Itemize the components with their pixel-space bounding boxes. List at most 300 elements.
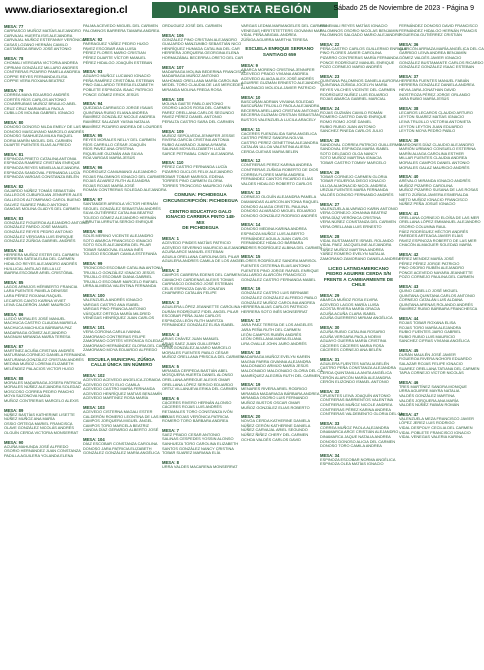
member-name: SANCHEZ PINEDA CARLOS JULIO	[320, 128, 384, 134]
member-name: ZAMORANO ZAMORANO DANIELA ANDREA	[320, 255, 401, 261]
member-name: DÍAZ ESCOBAR CONSTANZA CAROLINA	[83, 441, 158, 446]
member-name: ZAMORANO MOYA EDUARDO ALFREDO	[83, 347, 158, 353]
member-name: MORALES FUENTES PABLO CÉSAR	[162, 349, 229, 355]
mesa-title: MESA: 79	[4, 87, 24, 93]
mesa-title: MESA: 41	[399, 210, 419, 216]
member-name: PÉREZ CASTRO FERNANDA LUCÍA	[162, 164, 228, 170]
site-url[interactable]: www.diariosextaregion.cl	[5, 5, 128, 16]
mesa-title: MESA: 28	[320, 233, 340, 239]
member-name: QUINTANA QUINTANA CARLOS ANTONIO	[399, 292, 475, 298]
member-name: ROJAS ROJAS VERÓNICA PATRICIA	[162, 413, 229, 419]
mesa-title: MESA: 85	[4, 279, 24, 285]
member-name: SALINAS CESPEDES YOSSIN ALONSO	[162, 436, 234, 442]
member-name: ACEVEDO CASTRO MARÍA FERNANDA	[83, 386, 155, 392]
member-name: PARRAGUEZ YÁÑEZ PEDRO HUGO	[83, 41, 149, 47]
member-name: CIFUENTES LEIVA JOAQUÍN ANTONIO	[320, 392, 391, 398]
member-name: VIDAL DESPOUY CECILIA DEL CARMEN	[399, 425, 473, 430]
member-name: ORELLANA LÓPEZ SERGIO EDUARDO	[162, 381, 234, 387]
member-name: FERNÁNDEZ GONZÁLEZ ELISA ISABEL	[162, 322, 235, 328]
member-name: GONZÁLEZ PARDO JOSÉ MANUEL	[4, 224, 69, 230]
mesa-block	[83, 197, 160, 225]
mesa-block	[399, 41, 484, 70]
member-name: NÚÑEZ CARVAJAL ARIEL SEGUNDO	[241, 427, 308, 433]
member-name: CAMPOS TORO MARCELA BEATRIZ	[83, 422, 149, 428]
mesa-block	[162, 428, 239, 456]
mesa-title: MESA: 19	[241, 382, 261, 388]
member-name: ROJAS GUZMÁN CAMILO ROMÁN	[320, 109, 383, 115]
member-name: ZAMORANO CORTÉS VERÓNICA SOLEDAD	[83, 338, 164, 344]
member-name: RETAMALES TORO CONSTANZA IVÓN	[162, 409, 233, 415]
mesa-title: MESA: 47	[399, 411, 419, 417]
member-name: OSSIO ORTEGA MARIEL FRANCISCA	[4, 420, 73, 426]
member-name: PIZARRO DUCLOS FELIX ALEJANDRO	[162, 169, 233, 175]
member-name: REYES MORALES NELLY DEL CARMEN	[83, 137, 156, 143]
member-name: MELÉNDEZ PALACIOS VICTOR HUGO	[4, 366, 74, 372]
member-name: AGUILA ORELLANA CAROLINA DEL PILAR	[162, 253, 240, 259]
member-name: LECAROS CANTO KARINA VIVIET	[4, 297, 66, 303]
section-heading-line: LICEO LATINOAMERICANO	[328, 265, 389, 271]
member-name: VALDÉS DONOSO FERNANDO ANDRÉS	[320, 192, 394, 198]
member-name: CERDA QUINTANILLA ANITA ANGÉLICA	[320, 370, 392, 376]
mesa-block	[4, 184, 81, 212]
member-name: MADARIAGA MUÑOZ EVELYN KAREN	[241, 354, 311, 360]
member-name: FUENTES PINO JORGE RAFAEL ENRIQUE	[241, 267, 319, 273]
member-name: ACEVEDO ACEVEDO ANGELICA ZORAIDA	[83, 377, 161, 383]
mesa-title: MESA: 9	[241, 62, 258, 68]
section-heading-line: PEDRO AGUIRRE CERDA S/N	[326, 271, 391, 277]
member-name: CASTRO PEÑA CONSTANZA ALEJANDRA	[320, 365, 397, 371]
member-name: DINAMARCA ARCE CRISTIÁN ALEJANDRO	[320, 429, 399, 435]
member-name: CACERES FUENZALIDA SARA ANGELICA	[241, 130, 317, 136]
member-name: COPPIE VERA ROXANA BEATRIZ	[4, 78, 65, 84]
member-name: SARCE PETRABAL CINDY ALEJANDRA	[162, 150, 234, 156]
mesa-title: MESA: 5	[162, 363, 179, 369]
member-name: ACUÑA MAHUNDA JOSÉ ALFREDO	[4, 443, 69, 449]
mesa-title: MESA: 104	[83, 437, 105, 442]
member-name: SANDOVAL ESPINOZA MARÍA ISABEL	[320, 146, 390, 152]
member-name: PINO OSORIO RUBÉN ALEJANDRO	[399, 265, 465, 271]
member-name: CONTRERAS ZUÑIGA ROBERTO DE DIOS	[241, 167, 319, 173]
mesa-block	[4, 280, 81, 308]
member-name: BECERRA GUZMÁN CRISTIAN SEBASTIÁN	[241, 112, 320, 118]
member-name: SUAREZ ORELLANA TATIANA DEL CARMEN	[399, 365, 480, 371]
member-name: ULLOA ALMONACID NICOL ANDREA	[320, 182, 387, 188]
member-name: LEYTON MOYA PEDRO PABLO	[399, 128, 456, 134]
member-name: ROJAS ROJAS MARÍA JOSÉ	[83, 182, 135, 188]
member-name: SOTO MUÑOZ MARTINA IGNACIA	[320, 155, 382, 161]
member-name: MEDINA MUÑOZ LORENA ELIZABETH	[4, 361, 74, 367]
section-heading-line: SANTIAGO 659	[262, 51, 297, 57]
mesa-title: MESA: 3	[162, 299, 179, 305]
mesa-title: MESA: 2	[162, 267, 179, 273]
mesa-title: MESA: 8	[162, 459, 179, 465]
member-name: JARA RUBIO MARÍA JESÚS	[399, 96, 449, 102]
mesa-title: MESA: 87	[4, 343, 24, 349]
member-name: DONOSO MASCAYANO MARCELO ANDRÉS	[4, 128, 85, 134]
member-name: ROJAS TOBAR ROXANA ELISA	[399, 319, 456, 325]
section-heading	[83, 357, 160, 368]
mesa-block	[162, 300, 239, 328]
member-name: MUÑOZ CONTRERAS MARCELO ALEXIS	[4, 398, 79, 404]
member-name: LECAROS LECAROS CLAUDIO ARTURO	[399, 109, 473, 115]
member-name: OSORIO LAGOS ROSA DEL CARMEN	[162, 105, 231, 111]
mesa-title: MESA: 1	[162, 236, 179, 241]
mesa-title: MESA: 37	[399, 73, 419, 79]
mesa-block	[83, 165, 167, 193]
member-name: PÉREZ FLORES MARIO CRISTIAN	[83, 50, 146, 56]
member-name: DONOSO ALVARADO MIGUEL EDUARDO	[241, 208, 317, 214]
member-name: CHACÓN ALMAGUER SOLEDAD MARÍA	[399, 242, 472, 248]
mesa-block	[83, 437, 160, 456]
member-name: CONTRERAS BARRIENTOS VALENTINA	[320, 397, 394, 403]
section-heading-line: ESCUELA MUNICIPAL ZÚÑIGA	[87, 356, 156, 362]
member-name: MARÍN ALIAGA CAROLINA ESTHER	[399, 150, 464, 156]
member-name: CONTRERAS VALDEBENITO GLORIA DEL CA	[320, 411, 403, 417]
member-name: VALDÉS NÚÑEZ FABIÁN ROMÁN	[399, 402, 460, 408]
member-name: MATURANA GONZÁLEZ CRISTIAN ANDRÉS	[4, 356, 84, 362]
member-name: RODRÍGUEZ CANIUMANGI ALEJANDRO	[83, 169, 157, 175]
member-name: BASCUÑÁN TRUJILLO PAOLA ALEJANDRA	[241, 103, 320, 109]
mesa-title: MESA: 4	[162, 331, 179, 337]
member-name: PÉREZ DUARTE VÍCTOR MANUEL	[83, 54, 146, 60]
mesa-title: MESA: 20	[241, 414, 261, 420]
member-name: ACEVEDO HENRÍQUEZ MATIAS BENJAMÍN	[83, 390, 163, 396]
mesa-block	[4, 248, 81, 276]
mesa-block	[399, 316, 476, 344]
member-name: PINO GALLARDO TERESA ELIZABETH	[83, 82, 154, 88]
member-name: VERA DÍAZ VERÓNICA CRISTINA	[320, 214, 381, 220]
mesa-title: MESA: 36	[399, 41, 419, 47]
member-name: QUEZADA CARRASCO JORGE ISAIAS	[83, 105, 153, 111]
mesa-title: MESA: 84	[4, 247, 24, 253]
member-name: MUÑOZ PIZARRO SUSANA DE LAS ROSAS	[399, 187, 479, 193]
mesa-block	[162, 364, 239, 392]
mesa-title: MESA: 101	[83, 324, 105, 330]
member-name: ACUÑA ARCE MANUEL ESTEBAN	[162, 249, 224, 255]
section-heading-line: CALLE ÚNICA SIN NÚMERO	[90, 362, 153, 368]
member-name: VALDES HIDALGO ROBERTO CARLOS	[241, 180, 312, 186]
member-name: MARTÍNEZ ACUÑA CRISTIAN ANDRÉS	[4, 347, 75, 353]
member-name: URRA VALDES MACARENA MONSERRAT	[162, 463, 238, 469]
member-name: CASTRO PÉREZ SANDRA NOLVIA	[241, 135, 304, 141]
mesa-block	[162, 64, 246, 93]
member-name: SEGUEL GONZÁLEZ SEBASTIÁN ANDRÉS	[83, 205, 161, 211]
mesa-block	[162, 97, 239, 125]
member-name: MOLINA GAETE PABLO ANTONIO	[162, 100, 224, 106]
mesa-title: MESA: 33	[320, 420, 340, 426]
member-name: PÉREZ HIDALGO JOAQUÍN ESTEBAN	[83, 59, 153, 65]
mesa-block	[162, 24, 239, 29]
mesa-block	[241, 127, 318, 155]
member-name: TRUJILLO GONZÁLEZ IGNACIO JESÚS	[83, 269, 155, 275]
member-name: CHOMALI VERGARA VICTORIA ANDREA	[4, 59, 78, 65]
member-name: TRES MARTÍNEZ SANDRA MONIQUE	[399, 383, 468, 389]
mesa-title: MESA: 110	[162, 160, 184, 166]
member-name: CALDERÓN ROMERO LEONTINA DE LAS MER	[83, 413, 169, 419]
mesa-title: MESA: 10	[241, 94, 261, 100]
member-name: VERA ORELLANA LUIS ERNESTO	[320, 224, 382, 229]
member-name: TOBAR CORNEJO CARMEN GLORIA	[320, 173, 388, 179]
mesa-block	[399, 210, 481, 248]
member-name: MIRANDA MADARIAGA BÁRBARA ANDREA	[241, 390, 320, 396]
member-name: POBLETE ESPINOZA ISAAC PATRICIO	[83, 86, 154, 92]
member-name: DIAMANDAS ALARCON ANTONIA RAQUEL	[241, 199, 319, 205]
member-name: MIRANDA OSORIO LUIS FERNANDO	[241, 395, 309, 401]
member-name: ZAMORANO HERNÁNDEZ GLORIA DEL CARMEN	[83, 342, 173, 348]
mesa-title: MESA: 109	[162, 128, 184, 134]
member-name: MAGNUM MIRANDA MARÍA TERESA	[4, 334, 71, 340]
mesa-title: MESA: 108	[162, 96, 184, 102]
member-name: VARGAS PINO FRANCIA ANTONIO	[83, 306, 146, 312]
member-name: CHAPARRO CATALÁN FELIPE	[162, 290, 217, 296]
member-name: GONZÁLEZ GONZÁLEZ ISAAC ESTEBAN	[399, 64, 475, 70]
member-name: ARIAS CHÁVEZ JUAN MANUEL	[162, 335, 220, 341]
mesa-block	[241, 95, 318, 123]
member-name: TOBAR FIGUEROA DIEGO IGNACIO	[320, 178, 386, 184]
mesa-title: MESA: 99	[83, 260, 103, 266]
member-name: FERNÁNDEZ HIDALGO BÁRBARA	[241, 240, 304, 246]
mesa-block	[241, 382, 318, 410]
member-name: RAMÍREZ GONZÁLEZ NICOLE ANDREA	[83, 114, 156, 120]
member-name: GONZÁLEZ MUÑOZ CAROLINA ANDREA	[241, 299, 316, 305]
member-name: LEYTON LEYTON JUAN EDUARDO	[399, 123, 463, 129]
member-name: PIZARRO CONTRERAS MARÍA FERNANDA	[320, 54, 399, 60]
mesa-block	[399, 106, 476, 134]
member-name: MUÑOZ BUSTOS OSCAR OMAR	[241, 400, 300, 406]
member-name: ROJAS PALOMINOS IGNACIO DEL CARMEN	[83, 173, 164, 179]
mesa-title: MESA: 14	[241, 222, 261, 228]
mesa-block	[399, 24, 476, 38]
member-name: LARA PÉREZ ROXANA RAQUEL	[4, 292, 63, 298]
mesa-block	[4, 56, 81, 84]
member-name: MAHOMAD ORELLANA MARÍA CAROLINA	[162, 77, 239, 83]
mesa-title: MESA: 44	[399, 315, 419, 321]
member-name: PEÑA CASTRO CARLOS GUILLERMO ENRIQUE	[320, 45, 408, 51]
newspaper-banner: DIARIO SEXTA REGIÓN	[152, 2, 338, 18]
mesa-block	[320, 421, 397, 449]
section-heading-line: CENTRO EDUCATIVO GALO	[169, 208, 232, 214]
member-name: YÁÑEZ ROMERO EVELYN NATALIA	[320, 251, 385, 257]
member-name: RÍOS CARRILLO CÉSAR JOAQUÍN	[83, 141, 146, 147]
member-name: PAREZ ORELLANA CARLOS SEGUNDO	[162, 109, 235, 115]
member-name: MATURANA CORNEJO DANIELA FERNANDA	[4, 352, 86, 358]
mesa-block	[162, 236, 247, 264]
date-page-info: Sábado 25 de Noviembre de 2023 - Página 9	[333, 5, 474, 12]
member-name: MOYA SAZONOVA NADIA	[4, 393, 51, 399]
member-name: HERRERA FUENTES MANUEL FABIÁN	[399, 77, 470, 83]
member-name: ACEVEDO CISTERNA MAGALI ESTER	[83, 409, 153, 415]
member-name: CERÓN ALARCÓN MARÍA ALEJANDRA	[320, 374, 391, 380]
member-name: VERA CORONA CARLA IVANNA	[83, 328, 141, 334]
member-name: CONTRERAS PEREZ KARINA ANDREA	[241, 162, 312, 168]
mesa-block	[162, 32, 244, 61]
mesa-title: MESA: 102	[83, 373, 105, 379]
member-name: DUARTE PUENTES ELIAS ALFREDO	[4, 142, 71, 148]
member-name: CORNEJO OLGUÍN ALEJANDRA PAMELA	[241, 194, 317, 200]
mesa-title: MESA: 82	[4, 183, 24, 189]
member-name: OSORIO HERNÁNDEZ JUAN CONSTANZA	[4, 448, 81, 454]
mesa-title: MESA: 46	[399, 379, 419, 385]
mesa-title: MESA: 45	[399, 347, 419, 353]
section-heading	[162, 209, 239, 231]
mesa-title: MESA: 7	[162, 427, 179, 433]
member-name: PONCE RODRÍGUEZ MANUEL ENRIQUE	[320, 59, 395, 65]
mesa-title: MESA: 24	[320, 105, 340, 111]
member-name: ESCOBAR PEÑA JUAN CARLOS	[162, 313, 221, 319]
mesa-block	[399, 138, 476, 171]
member-name: LEYTON SUAREZ MATÍAS IGNACIO	[399, 114, 465, 120]
member-name: ESPINOZA LEÓN RUTH MARITZA	[162, 317, 224, 323]
member-name: GAJARDO NÚÑEZ TOMÁS SEBASTIÁN	[4, 187, 75, 193]
member-name: PÁEZ RODRÍGUEZ HÉCTOR ANDRÉS	[399, 228, 469, 234]
member-name: DONOSO GONZÁLEZ RODRIGO ANDRÉS	[241, 212, 318, 218]
member-name: HERRERA JORQUERA GEORGINA ELENA	[162, 50, 239, 56]
member-name: CORREA MUÑOZ PAOLA ALEJANDRA	[320, 424, 390, 430]
mesa-block	[83, 405, 169, 433]
member-name: SOLÍS MERINO VICENTE ALEJANDRO	[83, 233, 154, 238]
member-name: SOTO DELGADO OLGA NANCY	[320, 150, 378, 156]
member-name: TOLEDO ESCOBAR CAMILA ESTEFANÍA	[83, 251, 157, 257]
member-name: URRUTIA URRUTIA SERGIO ENRIQUE	[83, 219, 154, 225]
member-name: NÚÑEZ CERÓN KATHERINE DANIELA	[241, 422, 311, 428]
member-name: VERA CORNEJO JOHANNA BEATRIZ	[320, 210, 388, 216]
member-name: ROJAS TORO MARÍA ALEJANDRA	[399, 324, 462, 330]
member-name: VARGAS LEDMA MARIANGELES DEL CARMEN	[241, 23, 327, 28]
member-name: OCHOA VALDÉS CARLOS DAVID	[241, 436, 301, 442]
mesa-block	[162, 160, 239, 188]
mesa-block	[399, 174, 479, 207]
member-name: HERRERA SOTO INÉS MONSERRAT	[241, 308, 308, 314]
member-name: CONTRERAS MUÑOZ NICOLE ANDREA	[320, 402, 393, 408]
member-name: ARÉVALO MIRANDA IGNACIO ANDRÉS	[399, 178, 471, 184]
member-name: MADARIAGA MOLINA BEDERINA FRANCISCA	[162, 68, 246, 74]
mesa-title: MESA: 40	[399, 174, 419, 180]
member-name: ESPINOZA ESCOBAR NORMA ANGÉLICA	[320, 456, 396, 462]
member-name: ABARCA MUÑOZ ROSA ELVIRA	[320, 296, 378, 302]
member-name: IBARRA ESCOBAR ARIEL CRISTÓBAL	[4, 270, 74, 276]
mesa-title: MESA: 98	[83, 229, 103, 234]
member-name: REYES VILCHES VICENTE DEL CARMEN	[320, 86, 396, 92]
member-name: TAPIA CORNEJO VÍCTOR NICOLÁS	[399, 370, 464, 376]
mesa-block	[241, 158, 318, 186]
member-name: ACOSTA RIVERA MARÍA GRACIA	[320, 306, 381, 312]
mesa-block	[4, 119, 86, 148]
member-name: CARRASCO MUÑOZ MATÍAS ALEJANDRO	[4, 28, 81, 33]
member-name: GONZÁLEZ ZÚÑIGA GABRIEL ANDRÉS	[4, 238, 76, 244]
column-3	[162, 23, 247, 668]
mesa-title: MESA: 12	[241, 158, 261, 164]
member-name: NÚÑEZ MUÑOZ ANA MARÍA	[4, 416, 55, 422]
mesa-block	[320, 357, 397, 385]
member-name: RUBIO RUBIO JUAN ANTONIO	[320, 123, 376, 129]
member-name: SANTOS GONZÁLEZ NANCY CRISTINA	[162, 445, 234, 451]
member-name: LEÓN CAMPOS RUBÉN ANDRÉS	[241, 331, 302, 337]
member-name: FERNÁNDEZ AGUILA JUAN CARLOS	[241, 235, 309, 241]
member-name: AGUIRRE GUZMÁN ERNESTO ALEJANDRO	[241, 80, 321, 86]
mesa-block	[83, 133, 160, 161]
mesa-block	[162, 460, 239, 470]
member-name: RAMÍREZ RUBIO BÁRBARA FRANCHESCA	[399, 306, 478, 312]
member-name: PALOMINOS OSORIO NICOLAS BENJAMIN	[320, 27, 399, 33]
mesa-title: MESA: 32	[320, 388, 340, 394]
member-name: CÁCERES CÁCERES MARIA ROSA	[320, 342, 384, 348]
member-name: DONOSO DONOSO NILDA EMELY DE LAS M	[4, 123, 86, 129]
member-name: NOVOA CERDA KATHERINE DANIELA	[241, 418, 311, 424]
member-name: POZO CORNEJO MARIO ANDRÉS	[320, 64, 383, 70]
member-name: PAREDES ARTEAGA JAVIER ELÍAS	[399, 233, 464, 239]
mesa-block	[4, 312, 81, 340]
member-name: HERRERA GONZÁLEZ DANIELA ANDREA	[399, 82, 475, 88]
member-name: VIDAL PAEZ JACQUELINE ALEJANDRA	[320, 242, 392, 248]
mesa-title: MESA: 27	[320, 201, 340, 207]
mesa-title: MESA: 81	[4, 151, 24, 157]
mesa-title: MESA: 94	[83, 101, 103, 107]
member-name: VALDÉS JORQUERA ANA MARÍA	[399, 397, 459, 403]
mesa-block	[83, 229, 160, 257]
mesa-title: MESA: 30	[320, 324, 340, 330]
section-heading-line: DE PICHIDEGUA	[182, 225, 219, 231]
member-name: BASCUÑÁN ADRIAN VIVIANA SOLEDAD	[241, 98, 315, 104]
mesa-title: MESA: 97	[83, 197, 103, 203]
member-name: ALMONACID MOLIOLA JAVIER PATRICIO	[241, 84, 316, 90]
mesa-block	[4, 343, 86, 372]
member-name: MACHUCA CASTRO CLAUDIA MARIELA	[4, 320, 77, 326]
mesa-block	[162, 129, 239, 157]
member-name: SALINAS MOYA ELIZABETH LUCÍA	[162, 146, 226, 152]
member-name: CATALÁN ULLOA VALENTINA ALIESIA	[241, 144, 310, 150]
mesa-block	[4, 215, 89, 244]
member-name: ZAMORANO CONTRERAS FELIPE	[83, 333, 146, 339]
member-name: CÁCERES ROJAS LUIS ANDRÉS	[162, 404, 222, 410]
member-name: GONZÁLEZ GONZÁLEZ ALFREDO PABLO	[241, 294, 318, 300]
member-name: QUINTANA RUBIO ELIANA ANDREA	[83, 109, 148, 115]
member-name: COVARRUBIAS MUÑOZ BRAULIO ABEL	[4, 101, 77, 107]
member-name: LEIVA TRUJILLO VICTORIA ANTONIETA	[399, 118, 471, 124]
member-name: MARDONES DÍAZ CLAUDIO ALEJANDRO	[399, 141, 475, 147]
member-name: AGUAYO MUÑOZ LUCIANO IGNACIO	[83, 73, 151, 79]
member-name: PALOMINOS BARRERA TAMARA ANDREA	[83, 27, 160, 33]
member-name: FLORES RODRÍGUEZ SANDRA MARISOL	[241, 258, 317, 264]
member-name: ESPINOZA SANDOVAL FERNANDA LUCÍA	[4, 169, 81, 175]
column-4	[241, 23, 327, 668]
member-name: ACEVEDO ALIAGA ALEX JOSÉ ANDRÉS	[241, 75, 314, 81]
mesa-block	[320, 202, 397, 230]
mesa-title: MESA: 107	[162, 64, 184, 70]
member-name: DURÁN MAULÉN JOSÉ JAVIER	[399, 351, 456, 357]
member-name: PEÑA RAMÍREZ CRISTÓBAL ESTEBAN	[83, 77, 155, 83]
member-name: MUÑOZ ORELLANA PRISCILA DEL CARMEN	[162, 354, 243, 360]
member-name: MAGNA PARRA GIVANNA ALEJANDRA	[241, 358, 311, 364]
member-name: CERDA CUEVAS MARIA BELEN	[241, 148, 299, 154]
member-name: ORTIZ VILLANUEVA ERIKA DEL CARMEN	[162, 386, 238, 392]
member-name: CAMACHO CARDENAS ALEXIS TOMAS	[162, 276, 234, 282]
member-name: GANGAS MOLINA GLADYS DEL CARMEN	[4, 206, 80, 212]
mesa-title: MESA: 86	[4, 311, 24, 317]
member-name: ACEVEDO SEVERINO MAURICIO ALEJANDRO	[162, 244, 247, 250]
member-name: LEÓN ORELLANA MARIA ELIANA	[241, 336, 302, 342]
member-name: HERRERA SATEIA ELBA DEL CARMEN	[4, 256, 75, 262]
member-name: GALLARDO ALARCÓN FRANCISCO	[241, 272, 306, 278]
member-name: BECERRA ARELLANO CRISTIAN ANTONIO	[241, 107, 319, 113]
member-name: MUÑOZ GONZÁLEZ ELIAS ROBERTO	[241, 404, 310, 410]
mesa-block	[320, 74, 397, 102]
member-name: LEIVA CALDERÓN JAIME MAURICIO	[4, 302, 71, 308]
mesa-block	[162, 268, 239, 296]
member-name: SILVA GUTIÉRREZ CATALINA BEATRIZ	[83, 210, 154, 216]
member-name: VALDÉS GONZÁLEZ MARTINA	[399, 393, 455, 399]
member-name: TRUJILLO ESCOBAR MARCELO RAFAEL	[83, 278, 158, 284]
section-heading-line: ESCUELA ENRIQUE SERRANO	[245, 46, 314, 52]
